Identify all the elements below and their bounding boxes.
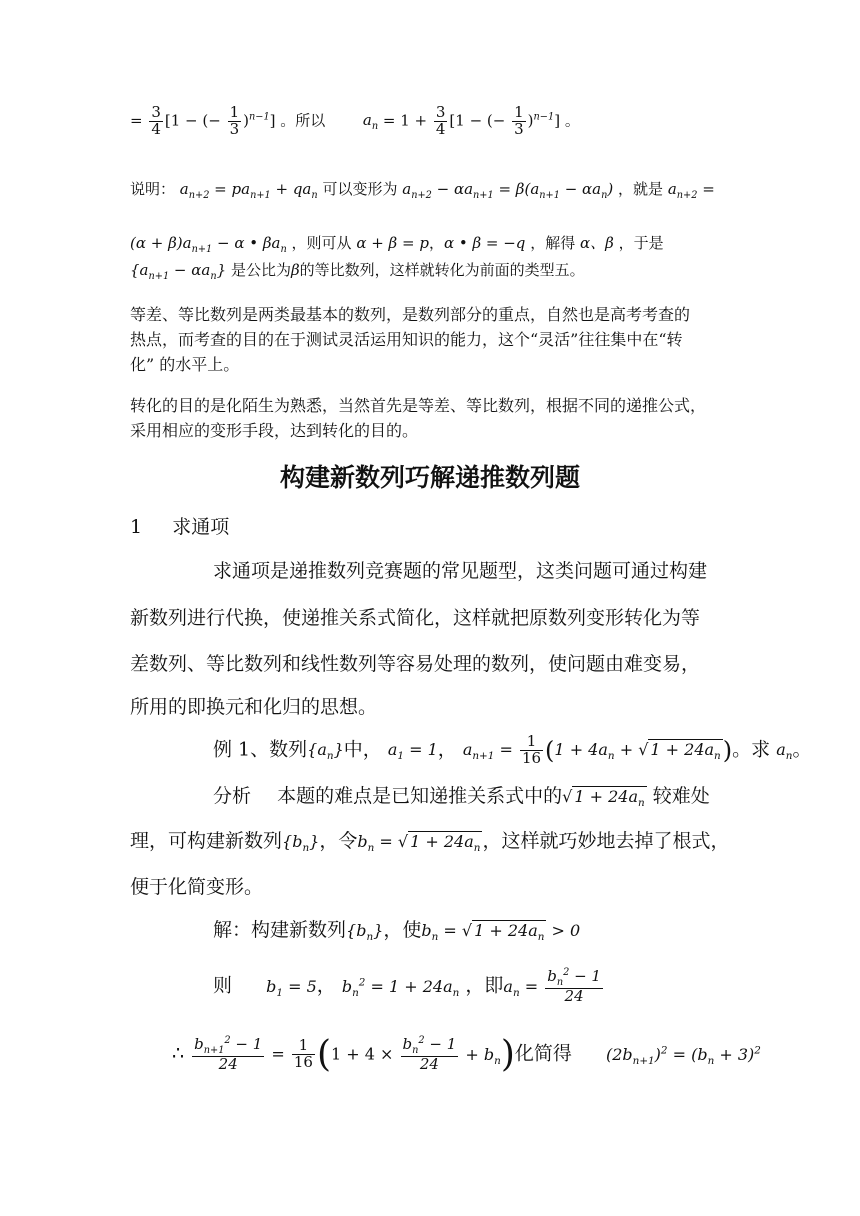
note-text-b: ，就是 [618,180,664,198]
note-line-1: 说明： $a_{n+2} = pa_{n+1} + qa_n$ 可以变形为 $a_{n+2} - \alpha a_{n+1} = \beta(a_{n+1} - \alpha a_n)$ ，就是 $a_{n+2}$ = [130,180,715,201]
therefore-symbol: ∴ [172,1042,185,1065]
note-text-g: 的等比数列，这样就转化为前面的类型五。 [299,261,585,279]
example-end: 。 [792,738,812,761]
analysis-text-2c: ，这样就巧妙地去掉了根式， [482,830,730,852]
example-ask: 。求 [732,738,771,761]
note-text-f: 是公比为 [230,261,291,279]
analysis-text-1b: 较难处 [652,785,710,807]
formula-line-top: = $\frac{3}{4}$ [1 − (− $\frac{1}{3}$ )$^{n-1}$] 。所以 $a_n = 1$ + $\frac{3}{4}$ [1 − (− $\frac{1}{3}$ )$^{n-1}$] 。 [130,103,580,138]
therefore-line: ∴ $\frac{b_{n+1}^2 - 1}{24}$ = $\frac{1}{16}$ (1 + 4 × $\frac{b_n^2 - 1}{24}$ + $b_n$)化简得 $(2b_{n+1})^2 = (b_n + 3)^2$ [172,1034,761,1075]
solution-text-b: ，使 [383,919,422,941]
solution-text-a: 解：构建新数列 [213,919,347,941]
intro-line-1: 求通项是递推数列竞赛题的常见题型，这类问题可通过构建 [213,560,708,582]
so-word: 。所以 [280,111,326,130]
intro-line-3: 差数列、等比数列和线性数列等容易处理的数列，使问题由难变易， [130,653,701,675]
example-mid: 中， [343,738,382,761]
note-text-c: ，则可从 [291,234,352,252]
analysis-line-2: 理，可构建新数列$\{b_n\}$，令$b_n$ = √ $1 + 24a_n$ ，这样就巧妙地去掉了根式， [130,830,730,855]
analysis-text-2b: ，令 [319,830,358,852]
paragraph-2-line-2: 采用相应的变形手段，达到转化的目的。 [130,421,419,440]
note-line-3: $\{a_{n+1} - \alpha a_n\}$ 是公比为β的等比数列，这样就转化为前面的类型五。 [130,261,585,282]
note-label: 说明： [130,180,176,198]
note-text-e: ，于是 [618,234,664,252]
then-ie: ，即 [465,974,504,997]
paragraph-2-line-1: 转化的目的是化陌生为熟悉，当然首先是等差、等比数列，根据不同的递推公式， [130,396,707,415]
analysis-label: 分析 [213,785,252,807]
then-line: 则 $b_1 = 5$， $b_n^2 = 1 + 24a_n$ ，即$a_n$ = $\frac{b_n^2 - 1}{24}$ [213,967,601,1006]
then-sep: ， [316,974,336,997]
analysis-text-2a: 理，可构建新数列 [130,830,283,852]
analysis-line-3: 便于化简变形。 [130,876,264,898]
example-sep: ， [437,738,457,761]
example-label: 例 1、数列 [213,738,308,761]
then-word: 则 [213,974,233,997]
section-heading [130,512,229,539]
example-1-line: 例 1、数列$\{a_n\}$中， $a_1 = 1$， $a_{n+1}$ = $\frac{1}{16}$ ($1 + 4a_n$ + √ $1 + 24a_n$)。求 $a_n$。 [213,732,812,767]
note-text-a: 可以变形为 [322,180,398,198]
note-text-d: ，解得 [530,234,576,252]
simplify-word: 化简得 [514,1042,572,1065]
period: 。 [564,111,580,130]
intro-line-4: 所用的即换元和化归的思想。 [130,696,378,718]
heading-text: 求通项 [172,516,230,538]
analysis-line-1: 分析 本题的难点是已知递推关系式中的√ $1 + 24a_n$ 较难处 [213,785,710,810]
note-line-2: $(\alpha + \beta)a_{n+1} - \alpha$ • $\beta a_n$ ，则可从 α + β = p，α • β = −q ，解得 α、β ，于是 [130,234,664,255]
paragraph-1-line-3: 化” 的水平上。 [130,355,240,374]
paragraph-1-line-2: 热点，而考查的目的在于测试灵活运用知识的能力，这个“灵活”往往集中在“转 [130,330,683,349]
intro-line-2: 新数列进行代换，使递推关系式简化，这样就把原数列变形转化为等 [130,607,701,629]
heading-number: 1 [130,516,143,538]
solution-line: 解：构建新数列$\{b_n\}$，使$b_n$ = √ $1 + 24a_n > 0$ [213,919,581,944]
section-title: 构建新数列巧解递推数列题 [279,463,580,492]
analysis-text-1a: 本题的难点是已知递推关系式中的 [277,785,563,807]
paragraph-1-line-1: 等差、等比数列是两类最基本的数列，是数列部分的重点，自然也是高考考查的 [130,305,691,324]
